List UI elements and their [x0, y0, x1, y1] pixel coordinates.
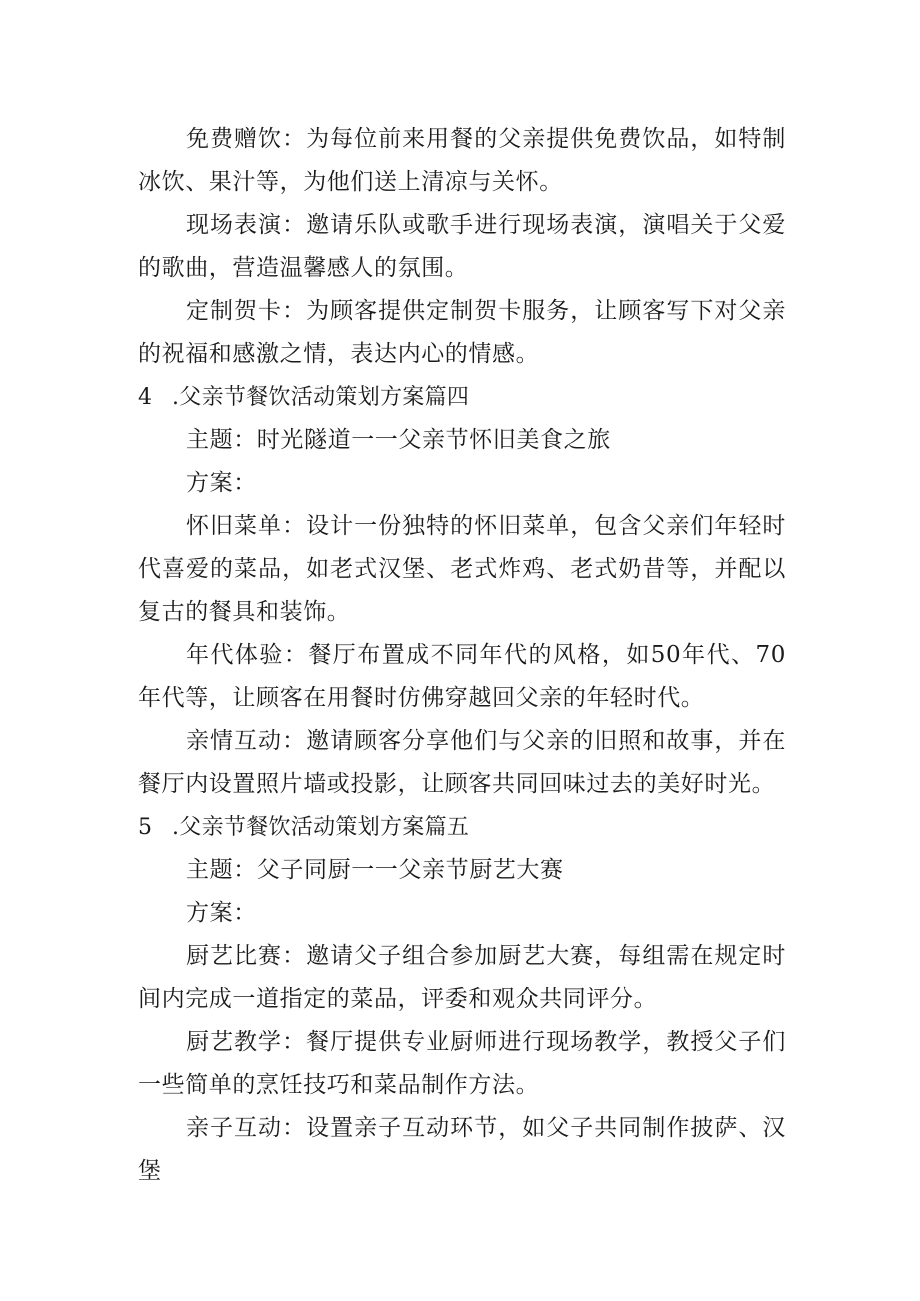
- section-number: 4: [138, 385, 153, 410]
- paragraph-custom-card: 定制贺卡：为顾客提供定制贺卡服务，让顾客写下对父亲的祝福和感激之情，表达内心的情感。: [138, 298, 786, 367]
- section-title: .父亲节餐饮活动策划方案篇四: [172, 385, 470, 410]
- paragraph-era-experience: 年代体验：餐厅布置成不同年代的风格，如50年代、70年代等，让顾客在用餐时仿佛穿越回父亲的年轻时代。: [138, 642, 786, 711]
- paragraph-parent-child: 亲子互动：设置亲子互动环节，如父子共同制作披萨、汉堡: [138, 1115, 786, 1184]
- section-number: 5: [138, 815, 153, 840]
- paragraph-theme-4: 主题：时光隧道一一父亲节怀旧美食之旅: [186, 427, 611, 453]
- paragraph-plan-label-5: 方案：: [186, 900, 257, 926]
- section-title: .父亲节餐饮活动策划方案篇五: [172, 815, 470, 840]
- paragraph-theme-5: 主题：父子同厨一一父亲节厨艺大赛: [186, 857, 564, 883]
- paragraph-live-show: 现场表演：邀请乐队或歌手进行现场表演，演唱关于父爱的歌曲，营造温馨感人的氛围。: [138, 212, 786, 281]
- paragraph-plan-label-4: 方案：: [186, 470, 257, 496]
- section-heading-5: [138, 806, 786, 849]
- paragraph-cooking-class: 厨艺教学：餐厅提供专业厨师进行现场教学，教授父子们一些简单的烹饪技巧和菜品制作方法。: [138, 1029, 786, 1098]
- paragraph-nostalgic-menu: 怀旧菜单：设计一份独特的怀旧菜单，包含父亲们年轻时代喜爱的菜品，如老式汉堡、老式炸鸡、老式奶昔等，并配以复古的餐具和装饰。: [138, 513, 786, 625]
- paragraph-family-interaction: 亲情互动：邀请顾客分享他们与父亲的旧照和故事，并在餐厅内设置照片墙或投影，让顾客共同回味过去的美好时光。: [138, 728, 786, 797]
- document-body: [138, 118, 786, 1193]
- paragraph-free-drinks: 免费赠饮：为每位前来用餐的父亲提供免费饮品，如特制冰饮、果汁等，为他们送上清凉与关怀。: [138, 126, 786, 195]
- section-heading-4: [138, 376, 786, 419]
- paragraph-cooking-contest: 厨艺比赛：邀请父子组合参加厨艺大赛，每组需在规定时间内完成一道指定的菜品，评委和观众共同评分。: [138, 943, 786, 1012]
